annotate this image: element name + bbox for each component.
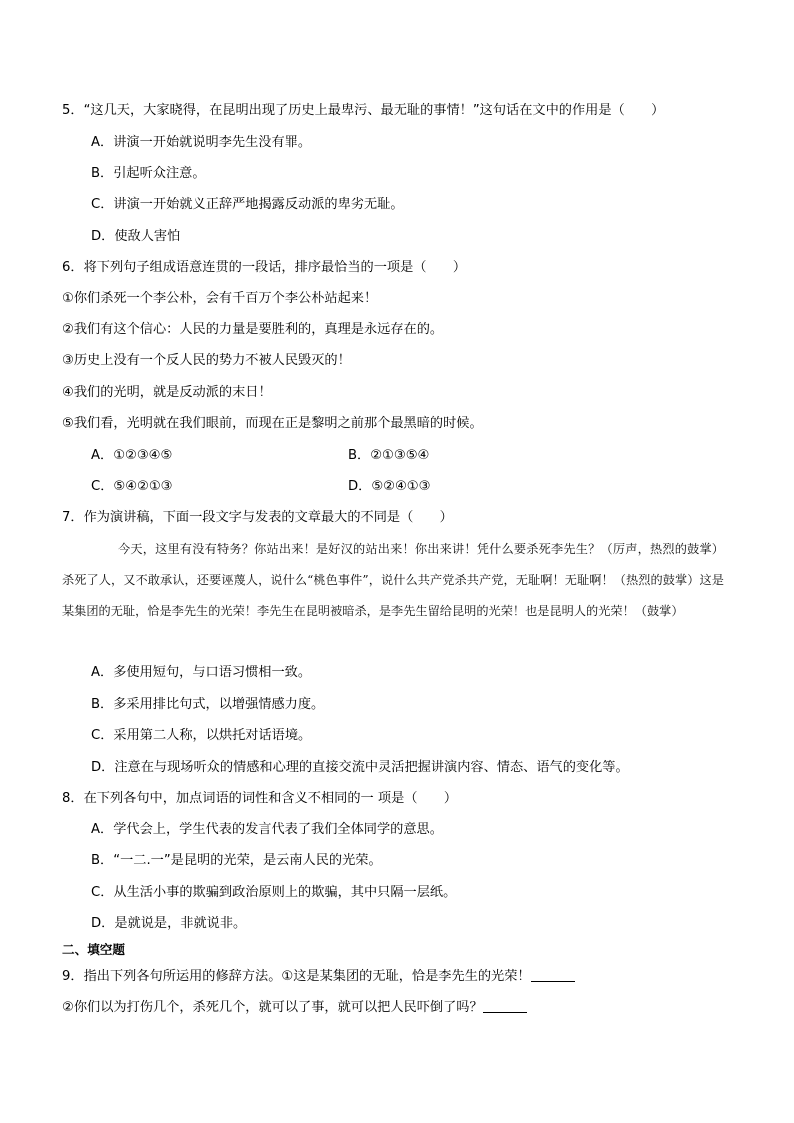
q7-stem: 7．作为演讲稿，下面一段文字与发表的文章最大的不同是（ ） (62, 510, 453, 525)
q7-option-a: A．多使用短句，与口语习惯相一致。 (91, 665, 312, 680)
q5-option-d: D．使敌人害怕 (91, 229, 181, 244)
q8-stem: 8．在下列各句中，加点词语的词性和含义不相同的一 项是（ ） (62, 791, 458, 806)
q7-speech-passage: 今天，这里有没有特务？你站出来！是好汉的站出来！你出来讲！凭什么要杀死李先生？（厉声，热烈的鼓掌）杀死了人，又不敢承认，还要诬蔑人，说什么“桃色事件”，说什么共产党杀共产党，无耻啊！无耻啊！（热烈的鼓掌）这是某集团的无耻，恰是李先生的光荣！李先生在昆明被暗杀，是李先生留给昆明的光荣！也是昆明人的光荣！（鼓掌） (62, 542, 724, 618)
q5-option-c: C．讲演一开始就义正辞严地揭露反动派的卑劣无耻。 (91, 197, 404, 212)
q8-option-b: B．“一二.一”是昆明的光荣，是云南人民的光荣。 (91, 853, 382, 868)
q9-line-1 (62, 968, 575, 986)
q9-answer-blank-2[interactable] (483, 999, 527, 1013)
q8-option-d: D．是就说是，非就说非。 (91, 916, 247, 931)
q6-sentence-2: ②我们有这个信心：人民的力量是要胜利的，真理是永远存在的。 (62, 322, 444, 337)
q6-sentence-3: ③历史上没有一个反人民的势力不被人民毁灭的！ (62, 353, 351, 368)
q9-line-2 (62, 999, 527, 1017)
q8-option-a: A．学代会上，学生代表的发言代表了我们全体同学的意思。 (91, 822, 443, 837)
q6-option-c: C．⑤④②①③ (91, 479, 173, 494)
q6-stem: 6．将下列句子组成语意连贯的一段话，排序最恰当的一项是（ ） (62, 260, 467, 275)
q9-text-2: ②你们以为打伤几个，杀死几个，就可以了事，就可以把人民吓倒了吗？ (62, 1000, 483, 1015)
q6-option-b: B．②①③⑤④ (348, 448, 430, 463)
q7-option-d: D．注意在与现场听众的情感和心理的直接交流中灵活把握讲演内容、情态、语气的变化等。 (91, 760, 629, 775)
q6-option-d: D．⑤②④①③ (348, 479, 431, 494)
section-heading-fill-in: 二、填空题 (62, 942, 125, 957)
q5-option-b: B．引起听众注意。 (91, 166, 206, 181)
q5-stem: 5．“这几天，大家晓得，在昆明出现了历史上最卑污、最无耻的事情！”这句话在文中的作用是（ ） (62, 103, 665, 118)
q5-option-a: A．讲演一开始就说明李先生没有罪。 (91, 135, 312, 150)
q8-option-c: C．从生活小事的欺骗到政治原则上的欺骗，其中只隔一层纸。 (91, 885, 457, 900)
q6-sentence-5: ⑤我们看，光明就在我们眼前，而现在正是黎明之前那个最黑暗的时候。 (62, 416, 483, 431)
q6-sentence-1: ①你们杀死一个李公朴，会有千百万个李公朴站起来！ (62, 291, 378, 306)
q7-option-c: C．采用第二人称，以烘托对话语境。 (91, 728, 312, 743)
q9-answer-blank-1[interactable] (531, 968, 575, 982)
q7-option-b: B．多采用排比句式，以增强情感力度。 (91, 697, 325, 712)
q9-text-1: 9．指出下列各句所运用的修辞方法。①这是某集团的无耻，恰是李先生的光荣！ (62, 969, 531, 984)
q6-option-a: A．①②③④⑤ (91, 448, 173, 463)
q6-sentence-4: ④我们的光明，就是反动派的末日！ (62, 385, 272, 400)
